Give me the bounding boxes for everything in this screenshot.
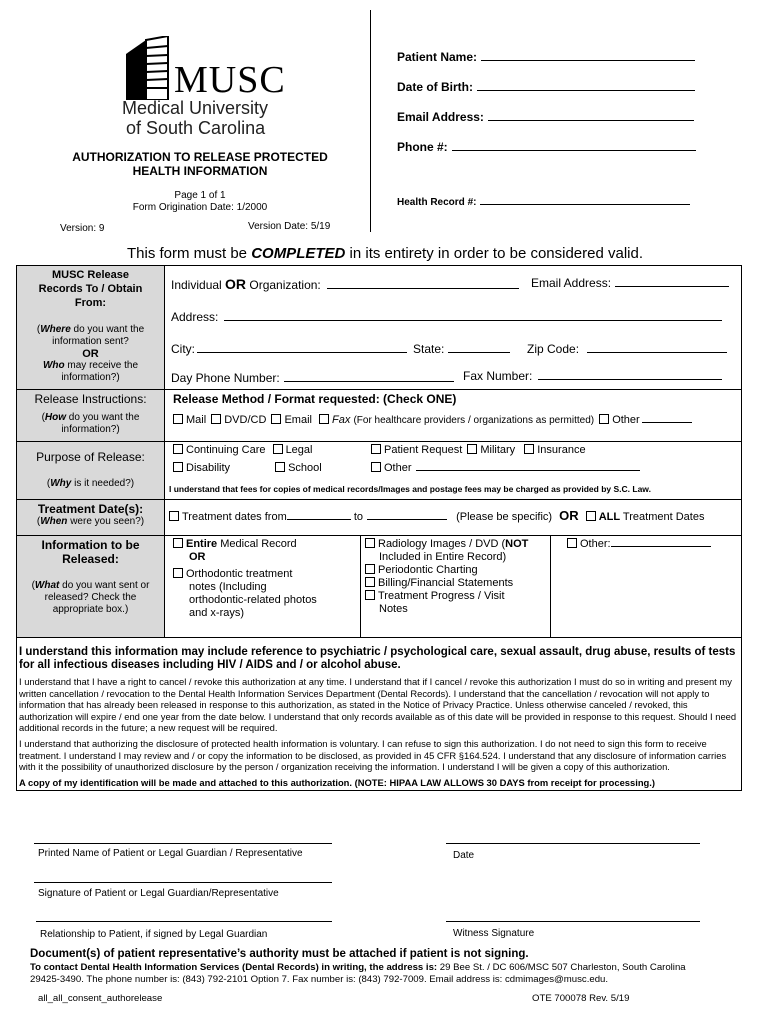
other-purpose-checkbox[interactable] [371, 462, 381, 472]
address-field[interactable]: Address: [171, 310, 722, 324]
purpose-options-cell [165, 442, 742, 500]
radiology-option[interactable]: Radiology Images / DVD (NOT Included in Entire Record) [365, 538, 546, 564]
orthodontic-option[interactable]: Orthodontic treatment notes (Including orthodontic-related photos and x-rays) [173, 568, 356, 620]
identification-notice: A copy of my identification will be made and attached to this authorization. (NOTE: HIPAA LAW ALLOWS 30 DAYS from receipt for processing.) [19, 776, 655, 788]
printed-name-label: Printed Name of Patient or Legal Guardian / Representative [38, 848, 303, 859]
representative-notice: Document(s) of patient representative’s authority must be attached if patient is not signing. [30, 948, 529, 960]
release-method-cell: Release Method / Format requested: (Check ONE) Mail DVD/CD Email Fax (For healthcare providers / organizations as permitted) Other [165, 390, 742, 442]
legal-checkbox[interactable] [273, 444, 283, 454]
method-fax-option[interactable]: Fax (For healthcare providers / organizations as permitted) [319, 414, 594, 426]
mail-checkbox[interactable] [173, 414, 183, 424]
witness-line[interactable] [446, 921, 700, 922]
treatment-dates-range[interactable]: Treatment dates from to [169, 511, 447, 523]
signature-line[interactable] [34, 882, 332, 883]
printed-name-line[interactable] [34, 843, 332, 844]
signature-label: Signature of Patient or Legal Guardian/Representative [38, 888, 279, 899]
musc-logo [122, 36, 286, 138]
purpose-label-cell: Purpose of Release: (Why is it needed?) [17, 442, 165, 500]
header-divider [370, 10, 371, 232]
city-field[interactable]: City: [171, 342, 407, 356]
method-email-option[interactable]: Email [271, 414, 312, 426]
progress-notes-checkbox[interactable] [365, 590, 375, 600]
day-phone-field[interactable]: Day Phone Number: [171, 371, 454, 385]
all-treatment-dates-option[interactable]: ALL Treatment Dates [586, 511, 705, 523]
logo-brand: MUSC [174, 59, 286, 101]
release-from-fields [165, 266, 742, 390]
organization-email-field[interactable]: Email Address: [531, 276, 729, 290]
state-field[interactable]: State: [413, 342, 510, 356]
purpose-insurance[interactable]: Insurance [524, 444, 585, 456]
footer-revision: OTE 700078 Rev. 5/19 [532, 993, 630, 1004]
date-range-checkbox[interactable] [169, 511, 179, 521]
info-other-option[interactable]: Other: [567, 538, 737, 550]
zip-code-field[interactable]: Zip Code: [527, 342, 727, 356]
method-dvd-option[interactable]: DVD/CD [211, 414, 266, 426]
relationship-line[interactable] [36, 921, 332, 922]
info-col3 [551, 536, 742, 638]
date-label: Date [453, 850, 475, 861]
revocation-paragraph: I understand that I have a right to cancel / revoke this authorization at any time. I understand that if I cancel / revoke this authorization I must do so in writing and present my written cancellation / revocation to the Dental Health Information Services Department (Dental Records). I understand that the cancellation / revocation will not apply to information that has already been released in response to this authorization, as stated in the Notice of Privacy Practice. Unless otherwise canceled / revoked, this authorization will expire / end one year from the date below. I understand that only records available as of this date will be provided in response to this request. Should I need additional records in the future; a new request will be required. [19, 676, 737, 734]
insurance-checkbox[interactable] [524, 444, 534, 454]
completion-notice: This form must be COMPLETED in its entirety in order to be considered valid. [126, 245, 644, 262]
form-version: Version: 9 [60, 223, 105, 234]
form-version-date: Version Date: 5/19 [248, 221, 331, 232]
military-checkbox[interactable] [467, 444, 477, 454]
purpose-continuing-care[interactable]: Continuing Care [173, 444, 266, 456]
purpose-legal[interactable]: Legal [273, 444, 313, 456]
date-line[interactable] [446, 843, 700, 844]
all-dates-checkbox[interactable] [586, 511, 596, 521]
patient-name-field[interactable]: Patient Name: [397, 50, 695, 64]
entire-record-checkbox[interactable] [173, 538, 183, 548]
treatment-label-cell: Treatment Date(s): (When were you seen?) [17, 500, 165, 536]
form-page-info: Page 1 of 1 Form Origination Date: 1/2000 [132, 190, 268, 213]
dvd-checkbox[interactable] [211, 414, 221, 424]
legal-text-cell [17, 638, 742, 791]
method-other-option[interactable]: Other [599, 414, 692, 426]
form-title: AUTHORIZATION TO RELEASE PROTECTED HEALTH INFORMATION [72, 150, 328, 178]
periodontic-checkbox[interactable] [365, 564, 375, 574]
info-label-cell: Information to be Released: (What do you want sent or released? Check the appropriate box.) [17, 536, 165, 638]
entire-record-option[interactable]: Entire Medical Record [173, 538, 356, 551]
building-logo-icon [122, 36, 170, 100]
fax-number-field[interactable]: Fax Number: [463, 369, 722, 383]
other-method-checkbox[interactable] [599, 414, 609, 424]
patient-request-checkbox[interactable] [371, 444, 381, 454]
info-col1: Entire Medical Record OR Orthodontic treatment notes (Including orthodontic-related photos and x-rays) [165, 536, 361, 638]
footer-form-id: all_all_consent_authorelease [38, 993, 163, 1004]
purpose-disability[interactable]: Disability [173, 462, 230, 474]
purpose-military[interactable]: Military [467, 444, 515, 456]
health-record-field[interactable]: Health Record #: [397, 197, 690, 208]
voluntary-paragraph: I understand that authorizing the disclosure of protected health information is voluntary. I can refuse to sign this authorization. I do not need to sign this form to receive treatment. I understand I may review and / or copy the information to be disclosed, as provided in 45 CFR §164.524. I understand that any disclosure of information carries with it the possibility of unauthorized disclosure by the person / organization receiving the information. I understand I will be given a copy of this authorization. [19, 737, 727, 773]
release-instructions-label-cell: Release Instructions: (How do you want the information?) [17, 390, 165, 442]
purpose-other[interactable]: Other [371, 462, 640, 474]
method-mail-option[interactable]: Mail [173, 414, 206, 426]
email-checkbox[interactable] [271, 414, 281, 424]
contact-info: To contact Dental Health Information Services (Dental Records) in writing, the address is: 29 Bee St. / DC 606/MSC 507 Charleston, South Carolina 29425-3490. The phone number is: (843) 792-2101 Option 7. Fax number is: (843) 792-7009. Email address is: cdmimages@musc.edu. [30, 962, 686, 985]
purpose-school[interactable]: School [275, 462, 322, 474]
patient-phone-field[interactable]: Phone #: [397, 140, 696, 154]
continuing-care-checkbox[interactable] [173, 444, 183, 454]
relationship-label: Relationship to Patient, if signed by Legal Guardian [40, 929, 268, 940]
logo-line2: of South Carolina [126, 118, 266, 138]
billing-option[interactable]: Billing/Financial Statements [365, 577, 546, 590]
release-from-label-cell: MUSC Release Records To / Obtain From: (Where do you want the information sent? OR Who may receive the information?) [17, 266, 165, 390]
periodontic-option[interactable]: Periodontic Charting [365, 564, 546, 577]
patient-email-field[interactable]: Email Address: [397, 110, 694, 124]
fees-notice: I understand that fees for copies of medical records/Images and postage fees may be charged as provided by S.C. Law. [169, 484, 651, 494]
fax-checkbox[interactable] [319, 414, 329, 424]
witness-label: Witness Signature [453, 928, 535, 939]
orthodontic-checkbox[interactable] [173, 568, 183, 578]
school-checkbox[interactable] [275, 462, 285, 472]
other-info-checkbox[interactable] [567, 538, 577, 548]
disability-checkbox[interactable] [173, 462, 183, 472]
info-col2 [361, 536, 551, 638]
release-form-table [16, 265, 742, 791]
individual-organization-field[interactable]: Individual OR Organization: [171, 276, 519, 292]
billing-checkbox[interactable] [365, 577, 375, 587]
purpose-patient-request[interactable]: Patient Request [371, 444, 462, 456]
progress-notes-option[interactable]: Treatment Progress / Visit Notes [365, 590, 546, 616]
date-of-birth-field[interactable]: Date of Birth: [397, 80, 695, 94]
logo-line1: Medical University [122, 98, 269, 118]
treatment-dates-cell: Treatment dates from to (Please be specific) OR ALL Treatment Dates [165, 500, 742, 536]
radiology-checkbox[interactable] [365, 538, 375, 548]
sensitive-info-notice: I understand this information may include reference to psychiatric / psychological care, sexual assault, drug abuse, results of tests for all infectious diseases including HIV / AIDS and / or alcohol abuse. [19, 646, 736, 671]
